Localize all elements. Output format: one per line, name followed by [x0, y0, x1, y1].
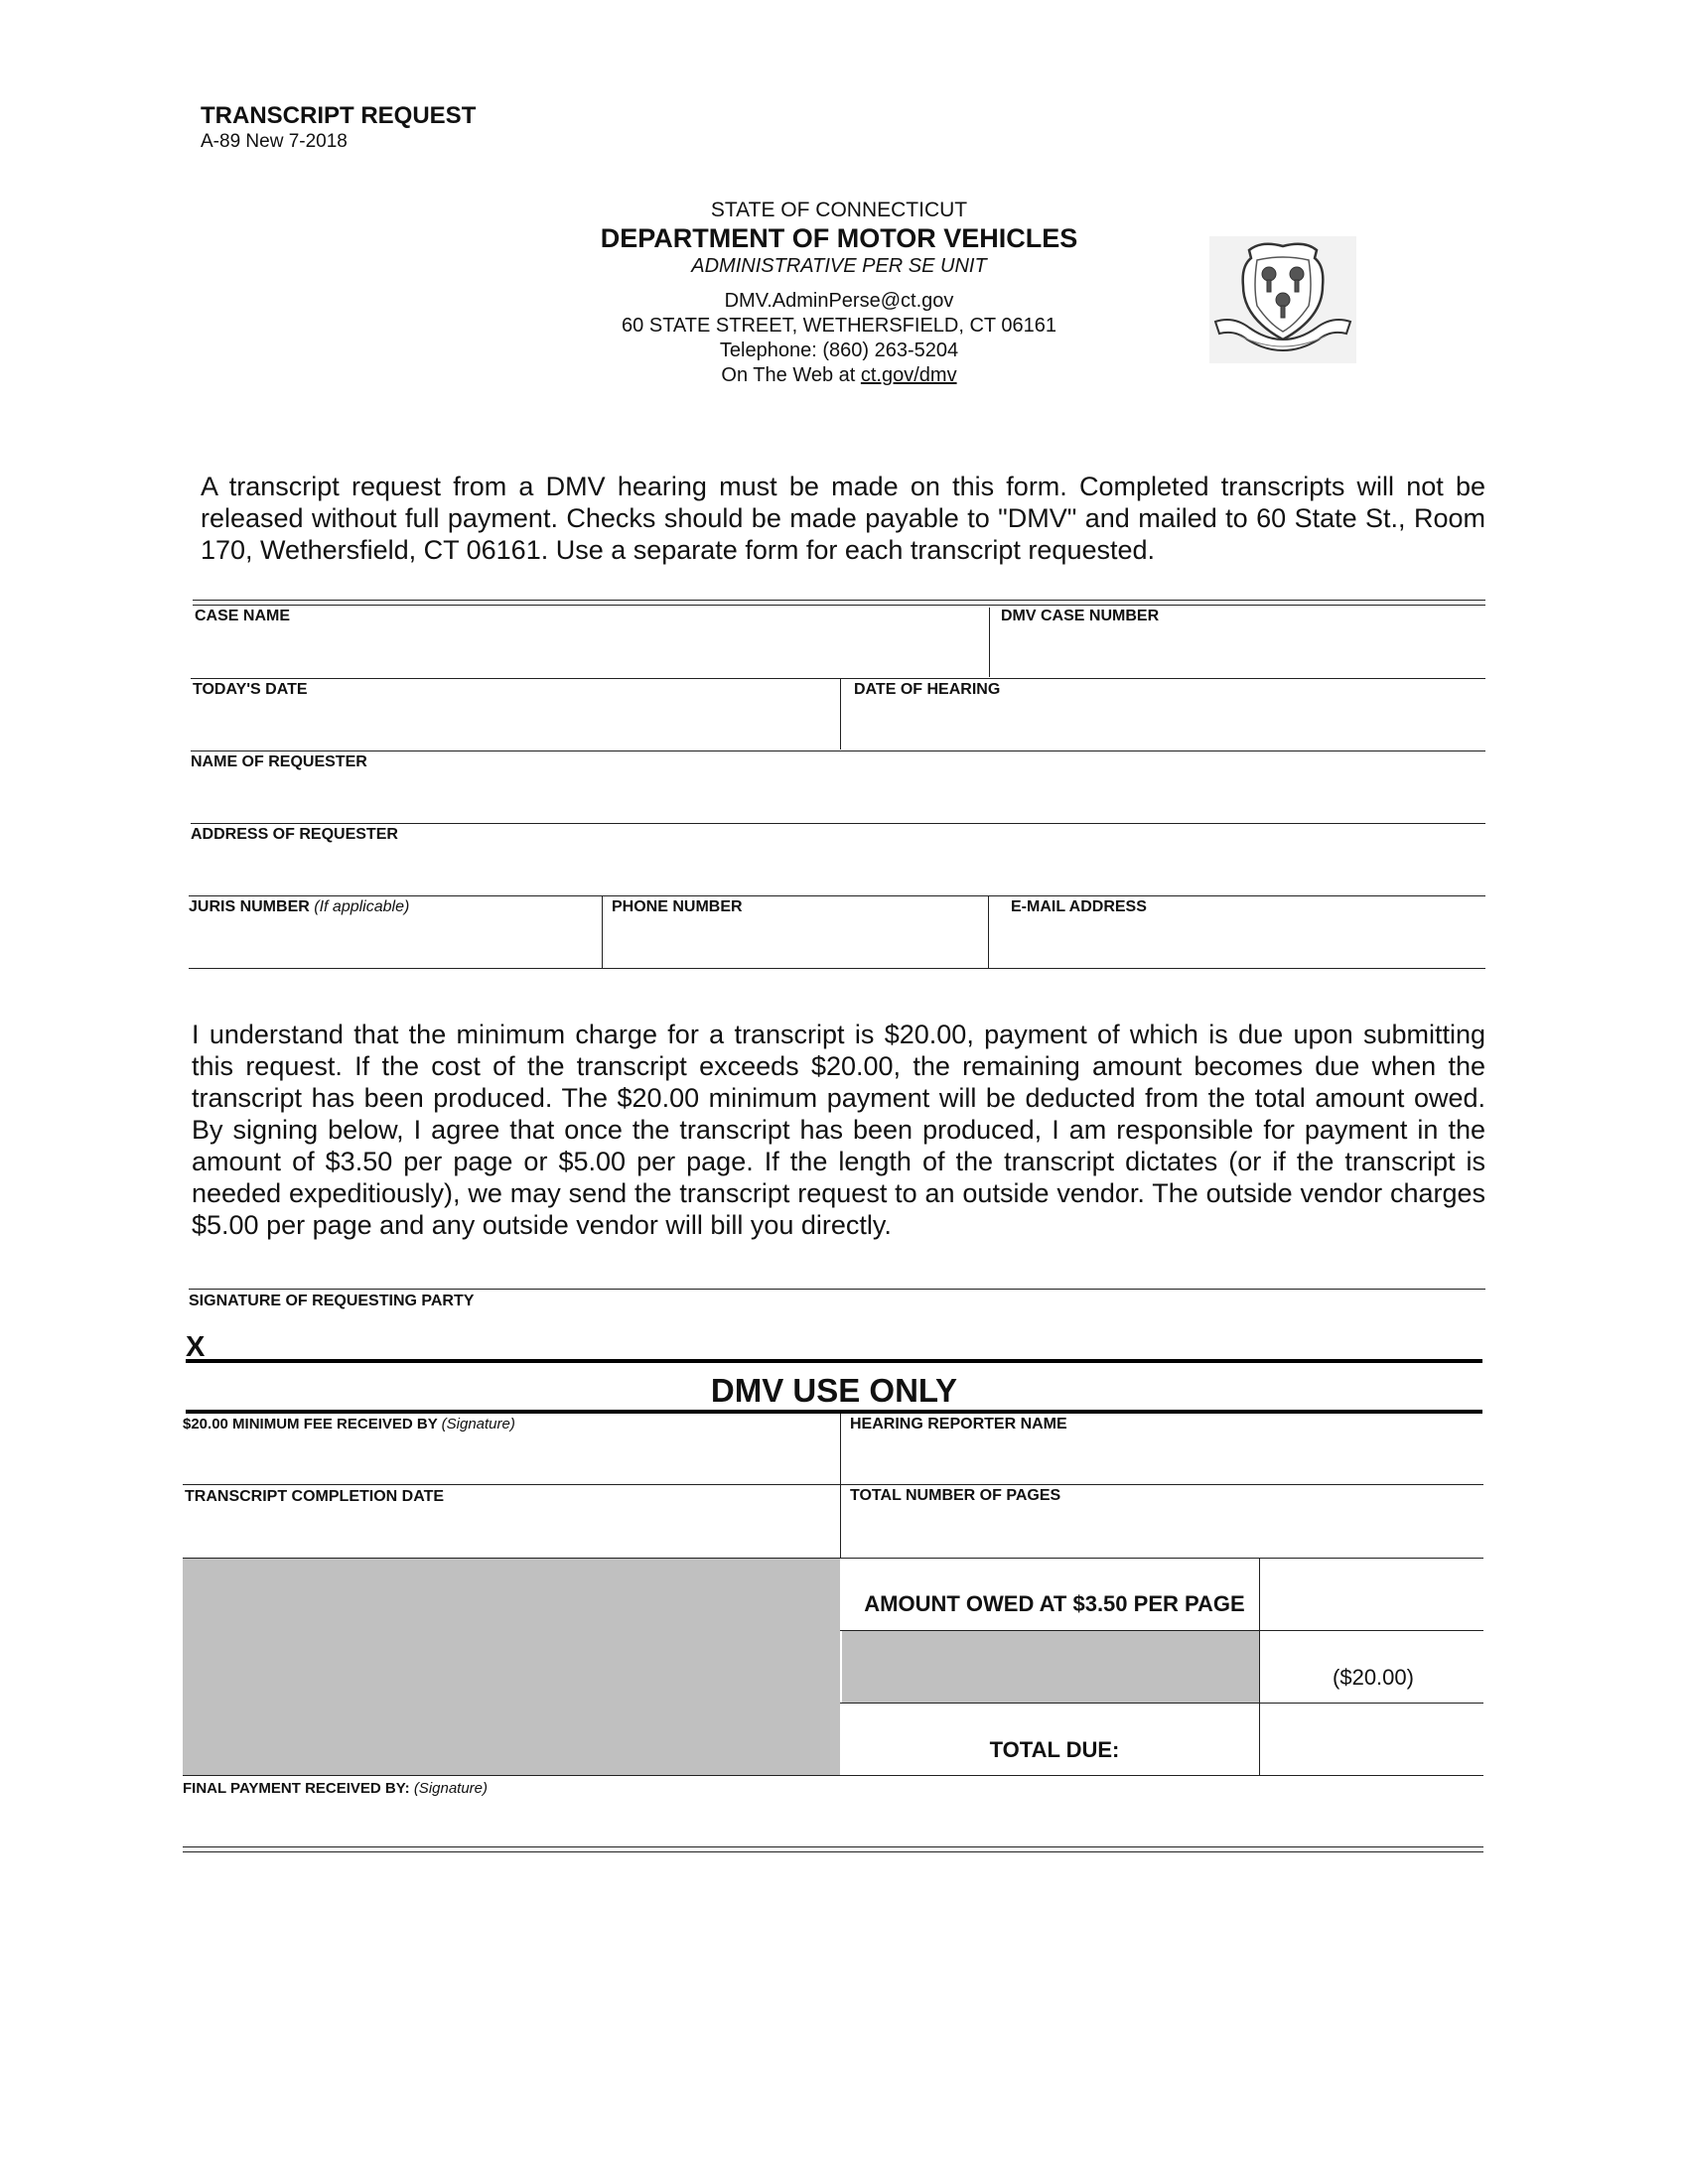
- bottom-rule: [183, 1846, 1483, 1847]
- row-rule: [191, 823, 1485, 824]
- dmv-use-only-title: DMV USE ONLY: [710, 1372, 958, 1409]
- juris-number-label: [189, 898, 409, 916]
- row-rule: [840, 1703, 1483, 1704]
- agreement-paragraph: I understand that the minimum charge for a transcript is $20.00, payment of which is due upon submitting this request. If the cost of the transcript exceeds $20.00, the remaining amount becomes due when the transcript has been produced. The $20.00 minimum payment will be deducted from the total amount owed. By signing below, I agree that once the transcript has been produced, I am responsible for payment in the amount of $3.50 per page or $5.00 per page. If the length of the transcript dictates (or if the transcript is needed expeditiously), we may send the transcript request to an outside vendor. The outside vendor charges $5.00 per page and any outside vendor will bill you directly.: [192, 1020, 1485, 1240]
- signature-mark: X: [186, 1331, 206, 1363]
- department-name: DEPARTMENT OF MOTOR VEHICLES: [600, 223, 1078, 253]
- form-title: TRANSCRIPT REQUEST: [201, 102, 477, 129]
- hearing-reporter-label: HEARING REPORTER NAME: [850, 1416, 1067, 1433]
- web-link[interactable]: ct.gov/dmv: [860, 364, 957, 386]
- juris-divider: [602, 896, 603, 968]
- min-fee-text: $20.00 MINIMUM FEE RECEIVED BY: [183, 1416, 438, 1433]
- row-rule: [183, 1775, 1483, 1776]
- web-prefix: On The Web at: [721, 364, 861, 386]
- amount-owed-label: AMOUNT OWED AT $3.50 PER PAGE: [864, 1591, 1245, 1616]
- phone-number-label: PHONE NUMBER: [612, 898, 743, 915]
- row-rule: [840, 1630, 1483, 1631]
- todays-date-label: TODAY'S DATE: [193, 681, 308, 698]
- juris-note: (If applicable): [314, 898, 410, 915]
- minimum-credit-value: ($20.00): [1333, 1665, 1414, 1690]
- row-rule: [189, 895, 1485, 896]
- state-seal-icon: [1209, 236, 1356, 363]
- case-name-label: CASE NAME: [195, 608, 291, 624]
- bottom-rule-second: [183, 1851, 1483, 1852]
- total-due-label: TOTAL DUE:: [989, 1737, 1120, 1762]
- min-fee-label: [183, 1416, 515, 1433]
- total-pages-label: TOTAL NUMBER OF PAGES: [850, 1487, 1061, 1504]
- dmv-section-rule: [186, 1410, 1482, 1414]
- agency-address: 60 STATE STREET, WETHERSFIELD, CT 06161: [622, 315, 1056, 337]
- state-name: STATE OF CONNECTICUT: [710, 199, 968, 221]
- phone-divider: [988, 896, 989, 968]
- agency-web: [447, 363, 1231, 388]
- case-name-divider: [989, 608, 990, 677]
- min-fee-signature-note: (Signature): [441, 1416, 515, 1433]
- row-rule: [183, 1484, 1483, 1485]
- agency-telephone: Telephone: (860) 263-5204: [719, 340, 959, 361]
- intro-paragraph: A transcript request from a DMV hearing must be made on this form. Completed transcripts will not be released without full payment. Checks should be made payable to "DMV" and mailed to 60 State St., Room 170, Wethersfield, CT 06161. Use a separate form for each transcript requested.: [201, 472, 1485, 565]
- completion-date-label: TRANSCRIPT COMPLETION DATE: [185, 1488, 445, 1505]
- final-payment-text: FINAL PAYMENT RECEIVED BY:: [183, 1780, 410, 1797]
- juris-number-text: JURIS NUMBER: [189, 898, 310, 915]
- date-divider: [840, 679, 841, 750]
- row-rule: [191, 678, 1485, 679]
- agency-email: DMV.AdminPerse@ct.gov: [724, 290, 954, 312]
- final-payment-label: [183, 1780, 488, 1797]
- form-top-rule: [193, 600, 1485, 601]
- signature-top-rule: [189, 1289, 1485, 1290]
- email-address-label: E-MAIL ADDRESS: [1011, 898, 1147, 915]
- address-of-requester-label: ADDRESS OF REQUESTER: [191, 826, 398, 843]
- form-number: A-89 New 7-2018: [201, 131, 348, 152]
- shaded-area: [183, 1559, 840, 1775]
- shaded-cell: [842, 1631, 1259, 1703]
- name-of-requester-label: NAME OF REQUESTER: [191, 753, 367, 770]
- unit-name: ADMINISTRATIVE PER SE UNIT: [691, 255, 987, 277]
- form-top-rule-second: [193, 605, 1485, 606]
- final-payment-signature-note: (Signature): [413, 1780, 489, 1797]
- dmv-case-number-label: DMV CASE NUMBER: [1001, 608, 1160, 624]
- agency-header: [447, 199, 1231, 388]
- row-rule: [189, 968, 1485, 969]
- signature-label: SIGNATURE OF REQUESTING PARTY: [189, 1293, 475, 1309]
- dmv-divider: [840, 1414, 841, 1558]
- date-of-hearing-label: DATE OF HEARING: [854, 681, 1001, 698]
- signature-line: [186, 1359, 1482, 1363]
